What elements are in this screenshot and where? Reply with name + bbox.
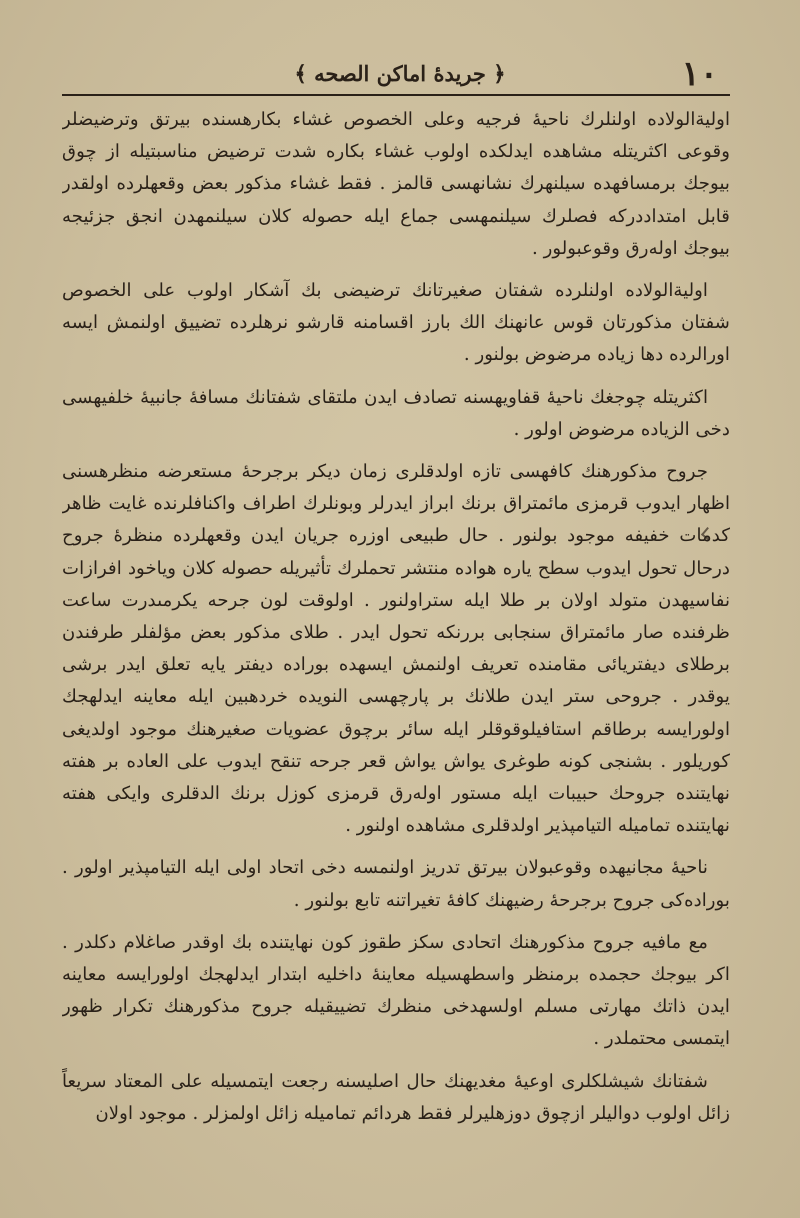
paragraph: اوليةالولاده اولنلرده شفتان صغيرتانك ترضيضى بك آشكار اولوب على الخصوص شفتان مذكورتان قوس عانهنك الك بارز اقسامنه قارشو نرهلرده تضييق اولنمش ايسه اورالرده دها زياده مرضوض بولنور . [62, 280, 730, 366]
paragraph: اكثريتله چوجغك ناحيهٔ قفاويهسنه تصادف ايدن ملتقاى شفتانك مسافهٔ جانبيهٔ خلفيهسى دخى الزياده مرضوض اولور . [62, 386, 730, 440]
paragraph: جروح مذكورهنك كافهسى تازه اولدقلرى زمان ديكر برجرحهٔ مستعرضه منظرهسنى اظهار ايدوب قرمزى مائمتراق برنك ابراز ايدرلر وبونلرك اطراف واكنافلرنده غايت ظاهر كدمات خفيفه موجود بولنور . حال طبيعى اوزره جريان ايدن وقعهلرده منظرهٔ جروح درحال تحول ايدوب سطح ياره هواده منتشر تحملرك تأثيريله حصوله كلان وياخود افرازات نفاسيهدن متولد اولان بر طلا ايله ستراولنور . اولوقت لون جرحه يكرمىدرت ساعت ظرفنده صار مائمتراق سنجابى بررنكه تحول ايدر . طلاى مذكور بعض مؤلفلر طرفندن برطلاى ديفتريائى مقامنده تعريف اولنمش ايسهده بوراده ديفتر يايه تعلق ايدر برشى يوقدر . جروحى ستر ايدن طلانك بر پارچهسى النويده خردهبين ايله معاينه ايدلهجك اولورايسه برطاقم استافيلوقوقلر ايله سائر برچوق عضويات صغيرهنك موجود اولديغى كوريلور . بشنجى كونه طوغرى يواش يواش قعر جرحه تنقح ايدوب على العاده بر هفته نهايتنده جروحك حبيبات ايله مستور اوله‌رق قرمزى كوزل برنك الدقلرى وايكى هفته نهايتنده تماميله التيامپذير اولدقلرى مشاهده اولنور . [62, 461, 730, 837]
page-number: ١٠ [681, 54, 718, 94]
page-header [70, 52, 730, 96]
header-rule [62, 94, 730, 96]
paragraph: شفتانك شيشلكلرى اوعيهٔ مغديهنك حال اصليسنه رجعت ايتمسيله على المعتاد سريعاً زائل اولوب دواليلر ازچوق دوزهليرلر فقط هردائم تماميله زائل اولمزلر . موجود اولان [62, 1070, 730, 1124]
paragraph: ناحيهٔ مجانيهده وقوعبولان بيرتق تدريز اولنمسه دخى اتحاد اولى ايله التيامپذير اولور . بوراده‌كى جروح برجرحهٔ رضيهنك كافهٔ تغيراتنه تابع بولنور . [62, 857, 730, 911]
running-title: ﴿ جريدهٔ اماكن الصحه ﴾ [294, 61, 506, 86]
paragraph: اوليةالولاده اولنلرك ناحيهٔ فرجيه وعلى الخصوص غشاء بكارهسنده بيرتق وترضيضلر وقوعى اكثريتله مشاهده ايدلكده اولوب غشاء بكاره شدت ترضيض مناسبتيله از چوق بيوجك برمسافهده سيلنهرك نشانهسى قالمز . فقط غشاء مذكور بعض وقعهلرده اولقدر قابل امتداددرکه فصلرك سيلنمهسى جماع ايله حصوله كلان سيلنمهدن انجق جزئيجه بيوجك اوله‌رق وقوعبولور . [62, 109, 730, 259]
paragraph: مع مافيه جروح مذكورهنك اتحادى سكز طقوز كون نهايتنده بك اوقدر صاغلام دكلدر . اكر بيوجك حجمده برمنظر واسطهسيله معاينهٔ داخليه ابتدار ايدلهجك اولورايسه معاينه ايدن ذاتك مهارتى مسلم اولسهدخى منظرك تضييقيله جروح مذكورهنك تكرار ظهور ايتمسى محتملدر . [62, 931, 730, 1050]
body-text [62, 104, 730, 1204]
